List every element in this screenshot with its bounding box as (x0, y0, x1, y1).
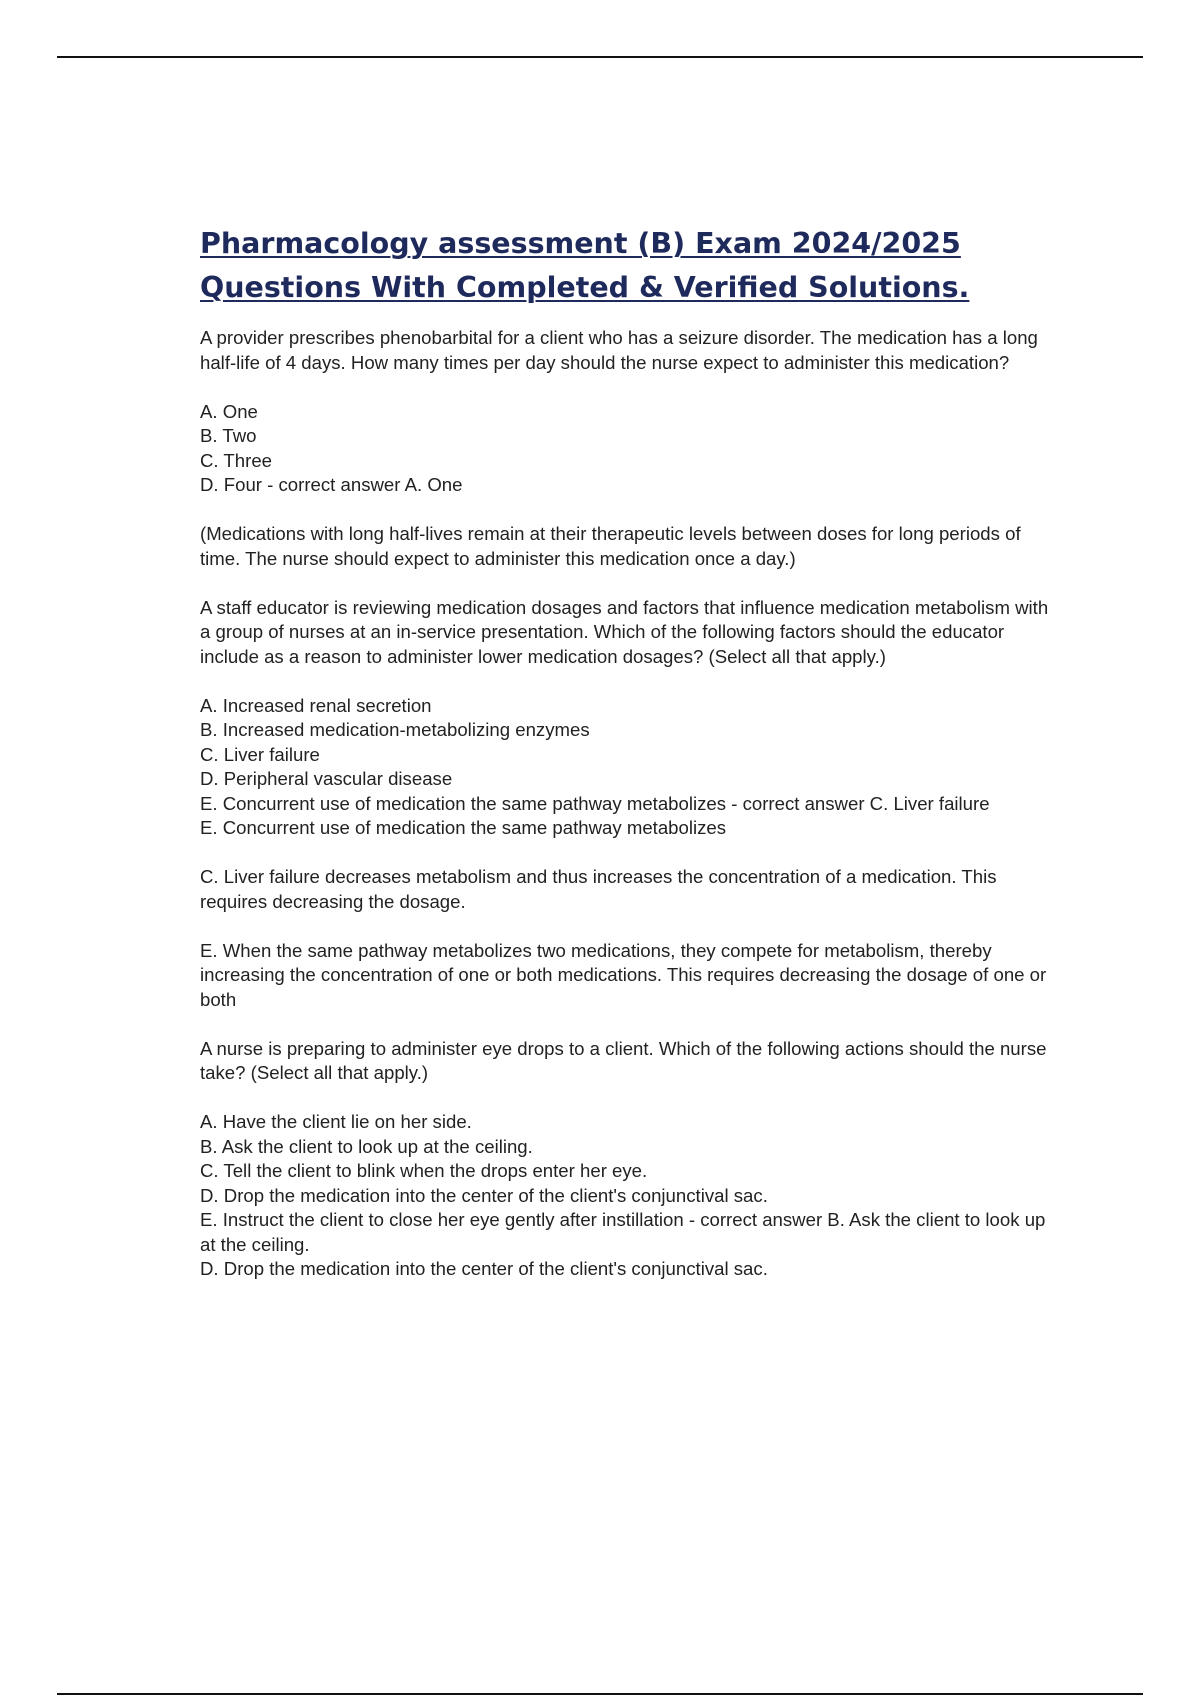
question-1-option: C. Three (200, 449, 272, 471)
title-line-1: Pharmacology assessment (B) Exam 2024/2025 (200, 227, 961, 260)
question-2-text: A staff educator is reviewing medication dosages and factors that influence medication metabolism with a group of nurses at an in-service presentation. Which of the following factors should the educator include as a reason to administer lower medication dosages? (Select all that apply.) (200, 596, 1049, 667)
question-3-option: A. Have the client lie on her side. (200, 1111, 472, 1132)
question-1-options (200, 400, 1060, 498)
question-1-rationale: (Medications with long half-lives remain at their therapeutic levels between doses for long periods of time. The nurse should expect to administer this medication once a day.) (200, 523, 1021, 569)
question-3-option: B. Ask the client to look up at the ceiling. (200, 1135, 533, 1157)
question-2-option: B. Increased medication-metabolizing enzymes (200, 719, 590, 740)
question-3-text: A nurse is preparing to administer eye drops to a client. Which of the following actions should the nurse take? (Select all that apply.) (200, 1037, 1047, 1083)
question-2-answer-extra: E. Concurrent use of medication the same pathway metabolizes (200, 817, 727, 838)
question-2-option: C. Liver failure (200, 743, 320, 765)
question-3-option-answer: E. Instruct the client to close her eye gently after instillation - correct answer B. Ask the client to look up at the ceiling. (200, 1209, 1046, 1255)
question-1-option-answer: D. Four - correct answer A. One (200, 474, 463, 495)
question-2-rationale-e: E. When the same pathway metabolizes two medications, they compete for metabolism, thereby increasing the concentration of one or both medications. This requires decreasing the dosage of one or both (200, 939, 1047, 1010)
question-3-option: C. Tell the client to blink when the drops enter her eye. (200, 1160, 648, 1181)
document-body (200, 222, 1060, 1306)
question-2-option: A. Increased renal secretion (200, 694, 432, 716)
question-3-answer-extra: D. Drop the medication into the center of the client's conjunctival sac. (200, 1258, 768, 1279)
top-rule (57, 56, 1143, 58)
title-line-2: Questions With Completed & Verified Solutions. (200, 271, 970, 304)
question-2-option-answer: E. Concurrent use of medication the same pathway metabolizes - correct answer C. Liver failure (200, 792, 990, 814)
question-1-option: A. One (200, 400, 258, 422)
question-2-rationale-c: C. Liver failure decreases metabolism and thus increases the concentration of a medication. This requires decreasing the dosage. (200, 866, 997, 912)
question-2-option: D. Peripheral vascular disease (200, 768, 453, 789)
document-title (200, 222, 1060, 310)
question-1-option: B. Two (200, 425, 257, 446)
question-3-option: D. Drop the medication into the center of the client's conjunctival sac. (200, 1184, 768, 1206)
question-3-options (200, 1110, 1060, 1282)
bottom-rule (57, 1693, 1143, 1695)
question-2-options (200, 694, 1060, 841)
question-1-text: A provider prescribes phenobarbital for a client who has a seizure disorder. The medication has a long half-life of 4 days. How many times per day should the nurse expect to administer this medication? (200, 327, 1038, 373)
